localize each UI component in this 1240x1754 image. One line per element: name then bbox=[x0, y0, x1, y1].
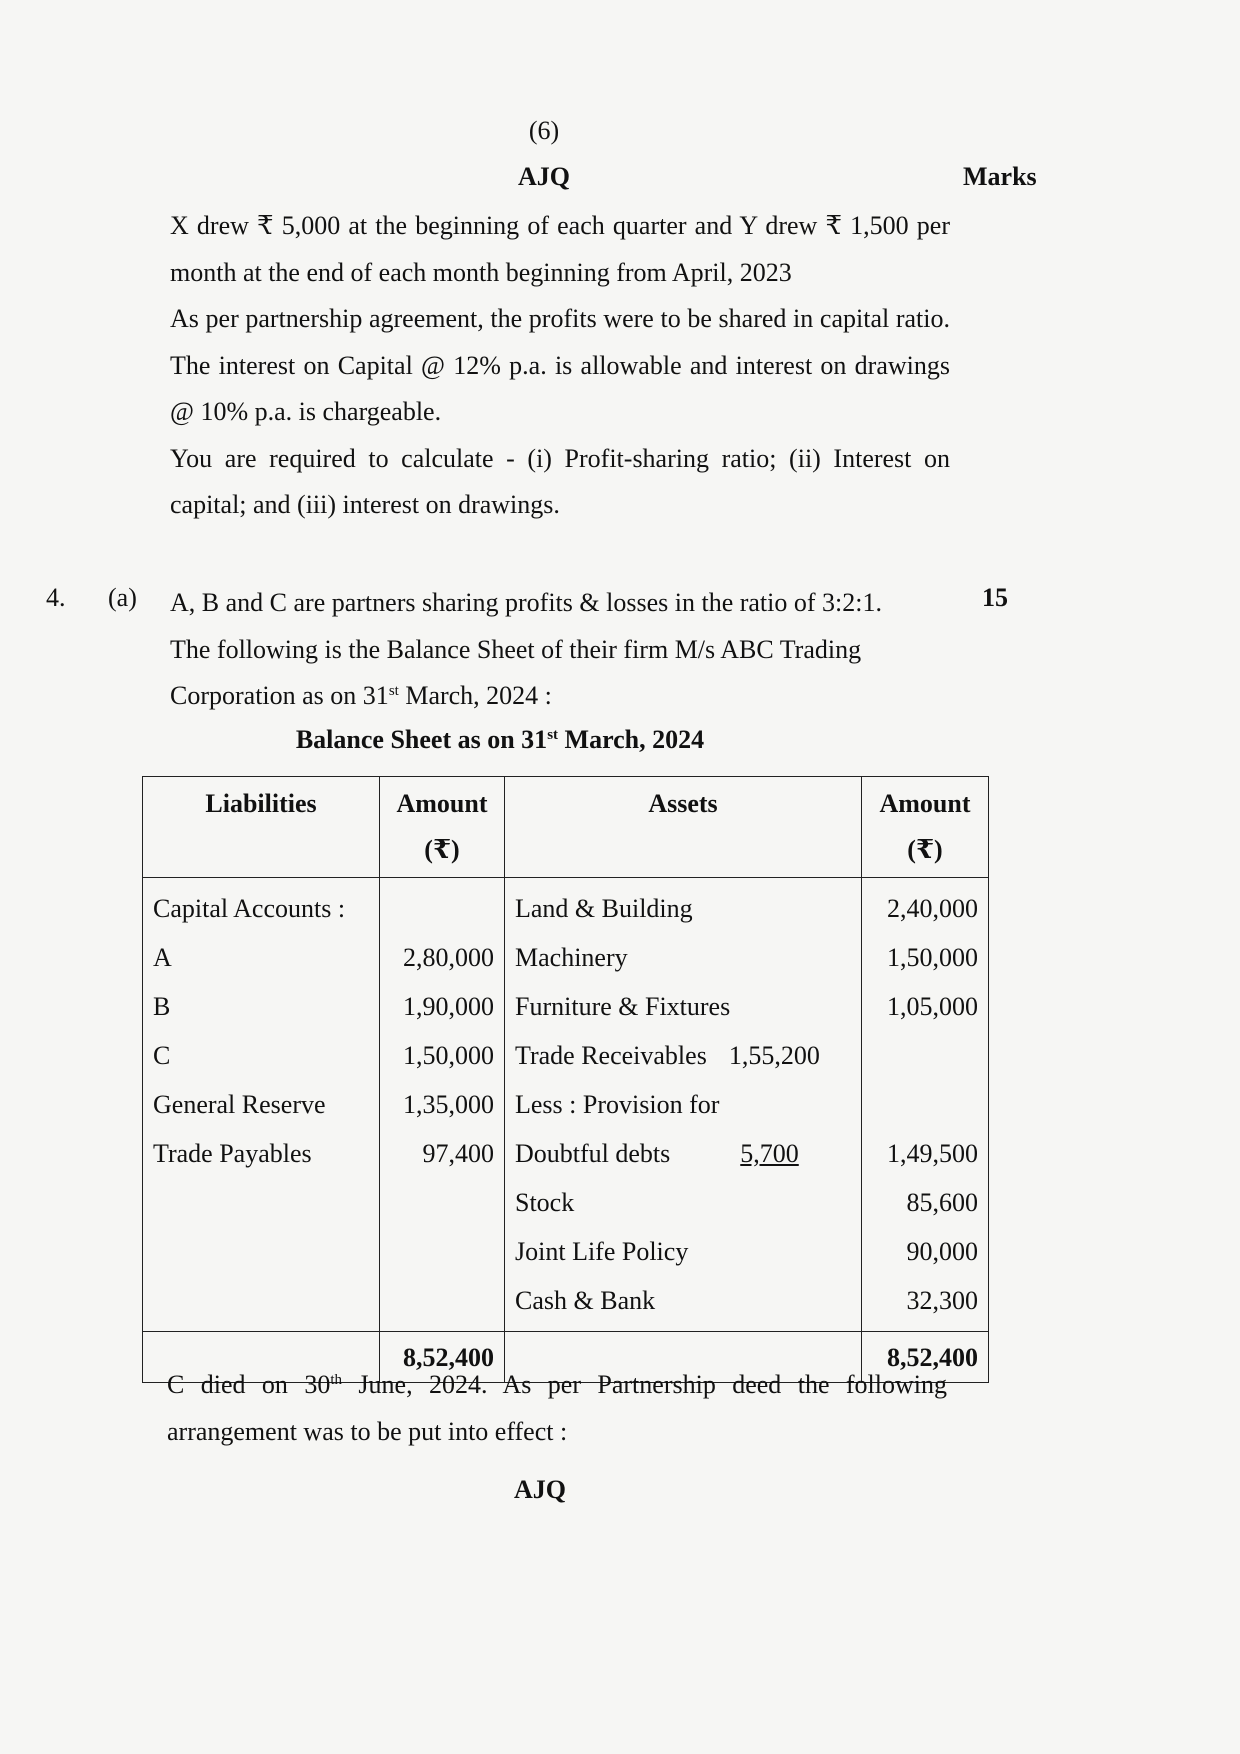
asset-cell: Land & Building bbox=[505, 878, 862, 934]
asset-cell: Furniture & Fixtures bbox=[505, 982, 862, 1031]
total-assets: 8,52,400 bbox=[862, 1332, 989, 1383]
total-liabilities: 8,52,400 bbox=[380, 1332, 505, 1383]
table-row bbox=[143, 1276, 989, 1332]
paper-code-header: AJQ bbox=[518, 162, 570, 191]
liability-cell: A bbox=[143, 933, 380, 982]
liability-amount-cell: 2,80,000 bbox=[380, 933, 505, 982]
asset-amount-cell: 2,40,000 bbox=[862, 878, 989, 934]
drawings-paragraph: X drew ₹ 5,000 at the beginning of each quarter and Y drew ₹ 1,500 per month at the end of each month beginning from April, 2023 bbox=[170, 211, 950, 287]
question-part: (a) bbox=[108, 583, 137, 612]
liability-cell: General Reserve bbox=[143, 1080, 380, 1129]
requirement-paragraph: You are required to calculate - (i) Profit-sharing ratio; (ii) Interest on capital; and (iii) interest on drawings. bbox=[170, 443, 950, 519]
question-4-intro bbox=[170, 580, 950, 720]
death-arrangement-paragraph: C died on 30th June, 2024. As per Partnership deed the following arrangement was to be put into effect : bbox=[167, 1370, 947, 1446]
asset-inner-amount: 5,700 bbox=[740, 1139, 799, 1168]
marks-column-label: Marks bbox=[963, 162, 1037, 191]
table-row bbox=[143, 933, 989, 982]
assets-amount-header: Amount (₹) bbox=[862, 777, 989, 878]
liability-cell: Capital Accounts : bbox=[143, 878, 380, 934]
asset-amount-cell bbox=[862, 1080, 989, 1129]
asset-cell: Stock bbox=[505, 1178, 862, 1227]
intro-line-2: The following is the Balance Sheet of their firm M/s ABC Trading bbox=[170, 634, 862, 664]
asset-amount-cell: 90,000 bbox=[862, 1227, 989, 1276]
liabilities-header: Liabilities bbox=[143, 777, 380, 878]
liability-amount-cell: 97,400 bbox=[380, 1129, 505, 1178]
table-row bbox=[143, 1129, 989, 1178]
liability-amount-cell: 1,50,000 bbox=[380, 1031, 505, 1080]
intro-line-3: Corporation as on 31st March, 2024 : bbox=[170, 681, 552, 710]
liability-amount-cell bbox=[380, 1276, 505, 1332]
table-row bbox=[143, 878, 989, 934]
liability-cell bbox=[143, 1178, 380, 1227]
table-row bbox=[143, 1031, 989, 1080]
asset-amount-cell: 1,05,000 bbox=[862, 982, 989, 1031]
asset-amount-cell: 85,600 bbox=[862, 1178, 989, 1227]
liabilities-amount-header: Amount (₹) bbox=[380, 777, 505, 878]
liability-amount-cell bbox=[380, 878, 505, 934]
question-marks: 15 bbox=[982, 583, 1008, 612]
balance-sheet-title: Balance Sheet as on 31st March, 2024 bbox=[295, 725, 705, 754]
asset-label: Doubtful debts bbox=[515, 1139, 671, 1168]
balance-sheet-table bbox=[142, 776, 989, 1383]
assets-header: Assets bbox=[505, 777, 862, 878]
asset-cell: Cash & Bank bbox=[505, 1276, 862, 1332]
table-row bbox=[143, 982, 989, 1031]
asset-label: Trade Receivables bbox=[515, 1041, 707, 1070]
liability-amount-cell: 1,35,000 bbox=[380, 1080, 505, 1129]
page-number: (6) bbox=[528, 116, 560, 145]
intro-line-1: A, B and C are partners sharing profits & losses in the ratio of 3:2:1. bbox=[170, 588, 882, 617]
liability-amount-cell bbox=[380, 1227, 505, 1276]
asset-inner-amount: 1,55,200 bbox=[728, 1041, 820, 1070]
liability-cell: B bbox=[143, 982, 380, 1031]
liability-cell bbox=[143, 1276, 380, 1332]
asset-amount-cell bbox=[862, 1031, 989, 1080]
liability-cell: C bbox=[143, 1031, 380, 1080]
table-row bbox=[143, 1080, 989, 1129]
liability-cell bbox=[143, 1227, 380, 1276]
agreement-paragraph: As per partnership agreement, the profits were to be shared in capital ratio. The interest on Capital @ 12% p.a. is allowable and interest on drawings @ 10% p.a. is chargeable. bbox=[170, 304, 950, 426]
question-number: 4. bbox=[46, 583, 66, 612]
asset-amount-cell: 32,300 bbox=[862, 1276, 989, 1332]
asset-cell: Joint Life Policy bbox=[505, 1227, 862, 1276]
asset-cell: Machinery bbox=[505, 933, 862, 982]
asset-amount-cell: 1,50,000 bbox=[862, 933, 989, 982]
liability-amount-cell bbox=[380, 1178, 505, 1227]
table-row bbox=[143, 1178, 989, 1227]
asset-cell bbox=[505, 1031, 862, 1080]
liability-cell: Trade Payables bbox=[143, 1129, 380, 1178]
asset-cell: Less : Provision for bbox=[505, 1080, 862, 1129]
question-3-continuation bbox=[170, 203, 950, 529]
liability-amount-cell: 1,90,000 bbox=[380, 982, 505, 1031]
paper-code-footer: AJQ bbox=[514, 1475, 566, 1504]
asset-cell bbox=[505, 1129, 862, 1178]
table-row bbox=[143, 1227, 989, 1276]
asset-amount-cell: 1,49,500 bbox=[862, 1129, 989, 1178]
table-header-row bbox=[143, 777, 989, 878]
